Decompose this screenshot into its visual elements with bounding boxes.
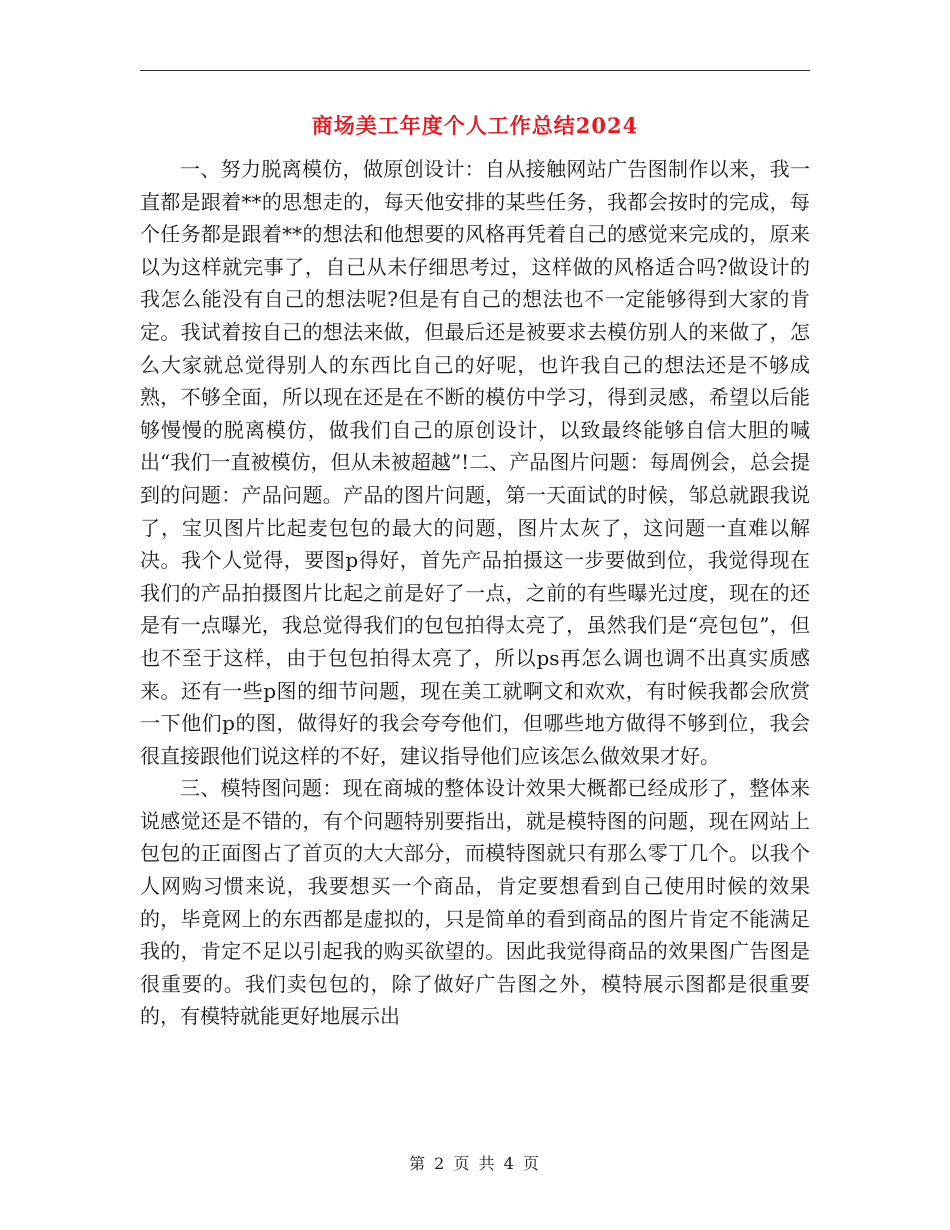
page-number-footer: 第 2 页 共 4 页 — [409, 1154, 541, 1173]
header-rule — [140, 70, 810, 71]
document-body — [140, 153, 810, 1033]
page-title: 商场美工年度个人工作总结2024 — [311, 113, 639, 138]
body-paragraph-2: 三、模特图问题：现在商城的整体设计效果大概都已经成形了，整体来说感觉还是不错的，有个问题特别要指出，就是模特图的问题，现在网站上包包的正面图占了首页的大大部分，而模特图就只有那么零丁几个。以我个人网购习惯来说，我要想买一个商品，肯定要想看到自己使用时候的效果的，毕竟网上的东西都是虚拟的，只是简单的看到商品的图片肯定不能满足我的，肯定不足以引起我的购买欲望的。因此我觉得商品的效果图广告图是很重要的。我们卖包包的，除了做好广告图之外，模特展示图都是很重要的，有模特就能更好地展示出 — [140, 776, 810, 1029]
body-paragraph-1: 一、努力脱离模仿，做原创设计：自从接触网站广告图制作以来，我一直都是跟着**的思想走的，每天他安排的某些任务，我都会按时的完成，每个任务都是跟着**的想法和他想要的风格再凭着自己的感觉来完成的，原来以为这样就完事了，自己从未仔细思考过，这样做的风格适合吗?做设计的我怎么能没有自己的想法呢?但是有自己的想法也不一定能够得到大家的肯定。我试着按自己的想法来做，但最后还是被要求去模仿别人的来做了，怎么大家就总觉得别人的东西比自己的好呢，也许我自己的想法还是不够成熟，不够全面，所以现在还是在不断的模仿中学习，得到灵感，希望以后能够慢慢的脱离模仿，做我们自己的原创设计，以致最终能够自信大胆的喊出“我们一直被模仿，但从未被超越”!二、产品图片问题：每周例会，总会提到的问题：产品问题。产品的图片问题，第一天面试的时候，邹总就跟我说了，宝贝图片比起麦包包的最大的问题，图片太灰了，这问题一直难以解决。我个人觉得，要图p得好，首先产品拍摄这一步要做到位，我觉得现在我们的产品拍摄图片比起之前是好了一点，之前的有些曝光过度，现在的还是有一点曝光，我总觉得我们的包包拍得太亮了，虽然我们是“亮包包”，但也不至于这样，由于包包拍得太亮了，所以ps再怎么调也调不出真实质感来。还有一些p图的细节问题，现在美工就啊文和欢欢，有时候我都会欣赏一下他们p的图，做得好的我会夸夸他们，但哪些地方做得不够到位，我会很直接跟他们说这样的不好，建议指导他们应该怎么做效果才好。 — [140, 157, 810, 768]
